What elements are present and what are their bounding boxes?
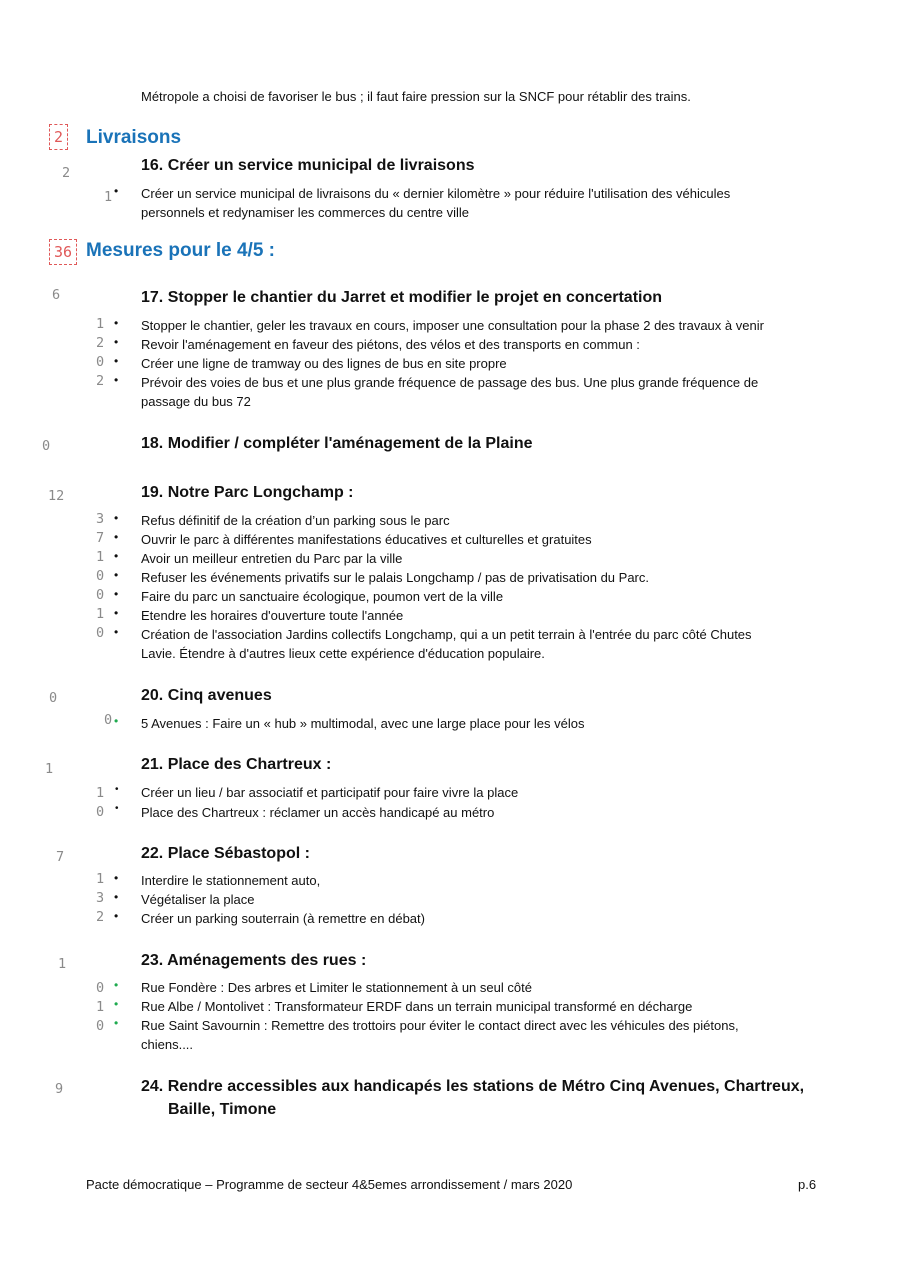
bullet-text: Revoir l'aménagement en faveur des piétons, des vélos et des transports en commun : (141, 337, 640, 352)
bullet-icon: • (114, 354, 119, 368)
bullet-count: 1 (96, 549, 105, 565)
bullet-count: 1 (96, 316, 105, 332)
bullet-icon: • (114, 997, 119, 1011)
bullet-text: Interdire le stationnement auto, (141, 873, 321, 888)
bullet-text: Végétaliser la place (141, 892, 255, 907)
bullet-icon: • (114, 1016, 119, 1030)
bullet-icon: • (114, 316, 119, 330)
bullet-text: chiens.... (141, 1037, 194, 1052)
bullet-count: 0 (104, 712, 113, 728)
item-heading-16: 16. Créer un service municipal de livraisons (141, 157, 475, 174)
bullet-count: 0 (96, 1018, 105, 1034)
bullet-text: Refus définitif de la création d’un parking sous le parc (141, 513, 450, 528)
bullet-count: 2 (96, 373, 105, 389)
bullet-count: 1 (104, 189, 113, 205)
bullet-icon: • (114, 511, 119, 525)
bullet-text: Etendre les horaires d'ouverture toute l'année (141, 608, 404, 623)
bullet-text: Création de l'association Jardins collectifs Longchamp, qui a un petit terrain à l'entrée du parc côté Chutes (141, 627, 752, 642)
item-count: 6 (52, 287, 61, 303)
item-heading-24: 24. Rendre accessibles aux handicapés les stations de Métro Cinq Avenues, Chartreux, (141, 1078, 805, 1095)
bullet-icon: • (114, 625, 119, 639)
item-count: 1 (45, 761, 54, 777)
bullet-icon: • (114, 530, 119, 544)
bullet-icon: • (114, 714, 119, 728)
bullet-text: Stopper le chantier, geler les travaux en cours, imposer une consultation pour la phase 2 des travaux à venir (141, 318, 764, 333)
item-heading-20: 20. Cinq avenues (141, 687, 272, 704)
bullet-text: passage du bus 72 (141, 394, 251, 409)
bullet-icon: • (114, 890, 119, 904)
bullet-count: 0 (96, 568, 105, 584)
bullet-text: Prévoir des voies de bus et une plus grande fréquence de passage des bus. Une plus grande fréquence de (141, 375, 759, 390)
bullet-text: Rue Albe / Montolivet : Transformateur ERDF dans un terrain municipal transformé en décharge (141, 999, 693, 1014)
bullet-icon: • (114, 587, 119, 601)
item-count: 0 (49, 690, 58, 706)
bullet-count: 0 (96, 804, 105, 820)
bullet-count: 0 (96, 354, 105, 370)
item-heading-17: 17. Stopper le chantier du Jarret et modifier le projet en concertation (141, 289, 663, 306)
bullet-text: Rue Fondère : Des arbres et Limiter le stationnement à un seul côté (141, 980, 532, 995)
bullet-count: 1 (96, 606, 105, 622)
bullet-text: Avoir un meilleur entretien du Parc par la ville (141, 551, 403, 566)
bullet-count: 3 (96, 890, 105, 906)
item-heading-19: 19. Notre Parc Longchamp : (141, 484, 354, 501)
item-heading-23: 23. Aménagements des rues : (141, 952, 367, 969)
bullet-text: Faire du parc un sanctuaire écologique, poumon vert de la ville (141, 589, 504, 604)
item-count: 1 (58, 956, 67, 972)
footer-text: Pacte démocratique – Programme de secteur 4&5emes arrondissement / mars 2020 (86, 1177, 573, 1192)
bullet-text: Créer un lieu / bar associatif et participatif pour faire vivre la place (141, 785, 519, 800)
intro-text: Métropole a choisi de favoriser le bus ; il faut faire pression sur la SNCF pour rétablir des trains. (141, 89, 691, 104)
item-heading-21: 21. Place des Chartreux : (141, 756, 332, 773)
bullet-count: 0 (96, 625, 105, 641)
bullet-icon: • (115, 784, 119, 795)
bullet-count: 2 (96, 909, 105, 925)
bullet-text: personnels et redynamiser les commerces du centre ville (141, 205, 470, 220)
item-heading-24-continued: Baille, Timone (168, 1101, 277, 1118)
item-count: 0 (42, 438, 51, 454)
bullet-count: 3 (96, 511, 105, 527)
bullet-text: Créer un parking souterrain (à remettre en débat) (141, 911, 425, 926)
bullet-text: Créer un service municipal de livraisons du « dernier kilomètre » pour réduire l'utilisation des véhicules (141, 186, 731, 201)
section-count-box: 36 (49, 239, 77, 265)
bullet-text: Créer une ligne de tramway ou des lignes de bus en site propre (141, 356, 507, 371)
bullet-icon: • (114, 373, 119, 387)
bullet-text: Place des Chartreux : réclamer un accès handicapé au métro (141, 805, 495, 820)
bullet-text: Ouvrir le parc à différentes manifestations éducatives et culturelles et gratuites (141, 532, 592, 547)
bullet-count: 2 (96, 335, 105, 351)
bullet-count: 7 (96, 530, 105, 546)
item-heading-22: 22. Place Sébastopol : (141, 845, 310, 862)
bullet-icon: • (114, 549, 119, 563)
bullet-icon: • (115, 803, 119, 814)
bullet-text: Refuser les événements privatifs sur le palais Longchamp / pas de privatisation du Parc. (141, 570, 649, 585)
section-title-mesures: Mesures pour le 4/5 : (86, 240, 276, 261)
bullet-icon: • (114, 606, 119, 620)
page-number: p.6 (798, 1177, 817, 1192)
bullet-text: Rue Saint Savournin : Remettre des trottoirs pour éviter le contact direct avec les véhicules des piétons, (141, 1018, 739, 1033)
bullet-text: Lavie. Étendre à d'autres lieux cette expérience d'éducation populaire. (141, 646, 545, 661)
item-heading-18: 18. Modifier / compléter l'aménagement de la Plaine (141, 435, 533, 452)
bullet-icon: • (114, 335, 119, 349)
bullet-count: 0 (96, 587, 105, 603)
bullet-icon: • (114, 184, 119, 198)
section-title-livraisons: Livraisons (86, 127, 182, 148)
bullet-icon: • (114, 568, 119, 582)
bullet-count: 1 (96, 785, 105, 801)
item-count: 12 (48, 488, 65, 504)
item-count: 7 (56, 849, 65, 865)
item-count: 2 (62, 165, 71, 181)
bullet-icon: • (114, 909, 119, 923)
section-count-box: 2 (49, 124, 68, 150)
bullet-text: 5 Avenues : Faire un « hub » multimodal, avec une large place pour les vélos (141, 716, 585, 731)
bullet-count: 0 (96, 980, 105, 996)
bullet-icon: • (114, 871, 119, 885)
item-count: 9 (55, 1081, 64, 1097)
bullet-icon: • (114, 978, 119, 992)
bullet-count: 1 (96, 871, 105, 887)
bullet-count: 1 (96, 999, 105, 1015)
